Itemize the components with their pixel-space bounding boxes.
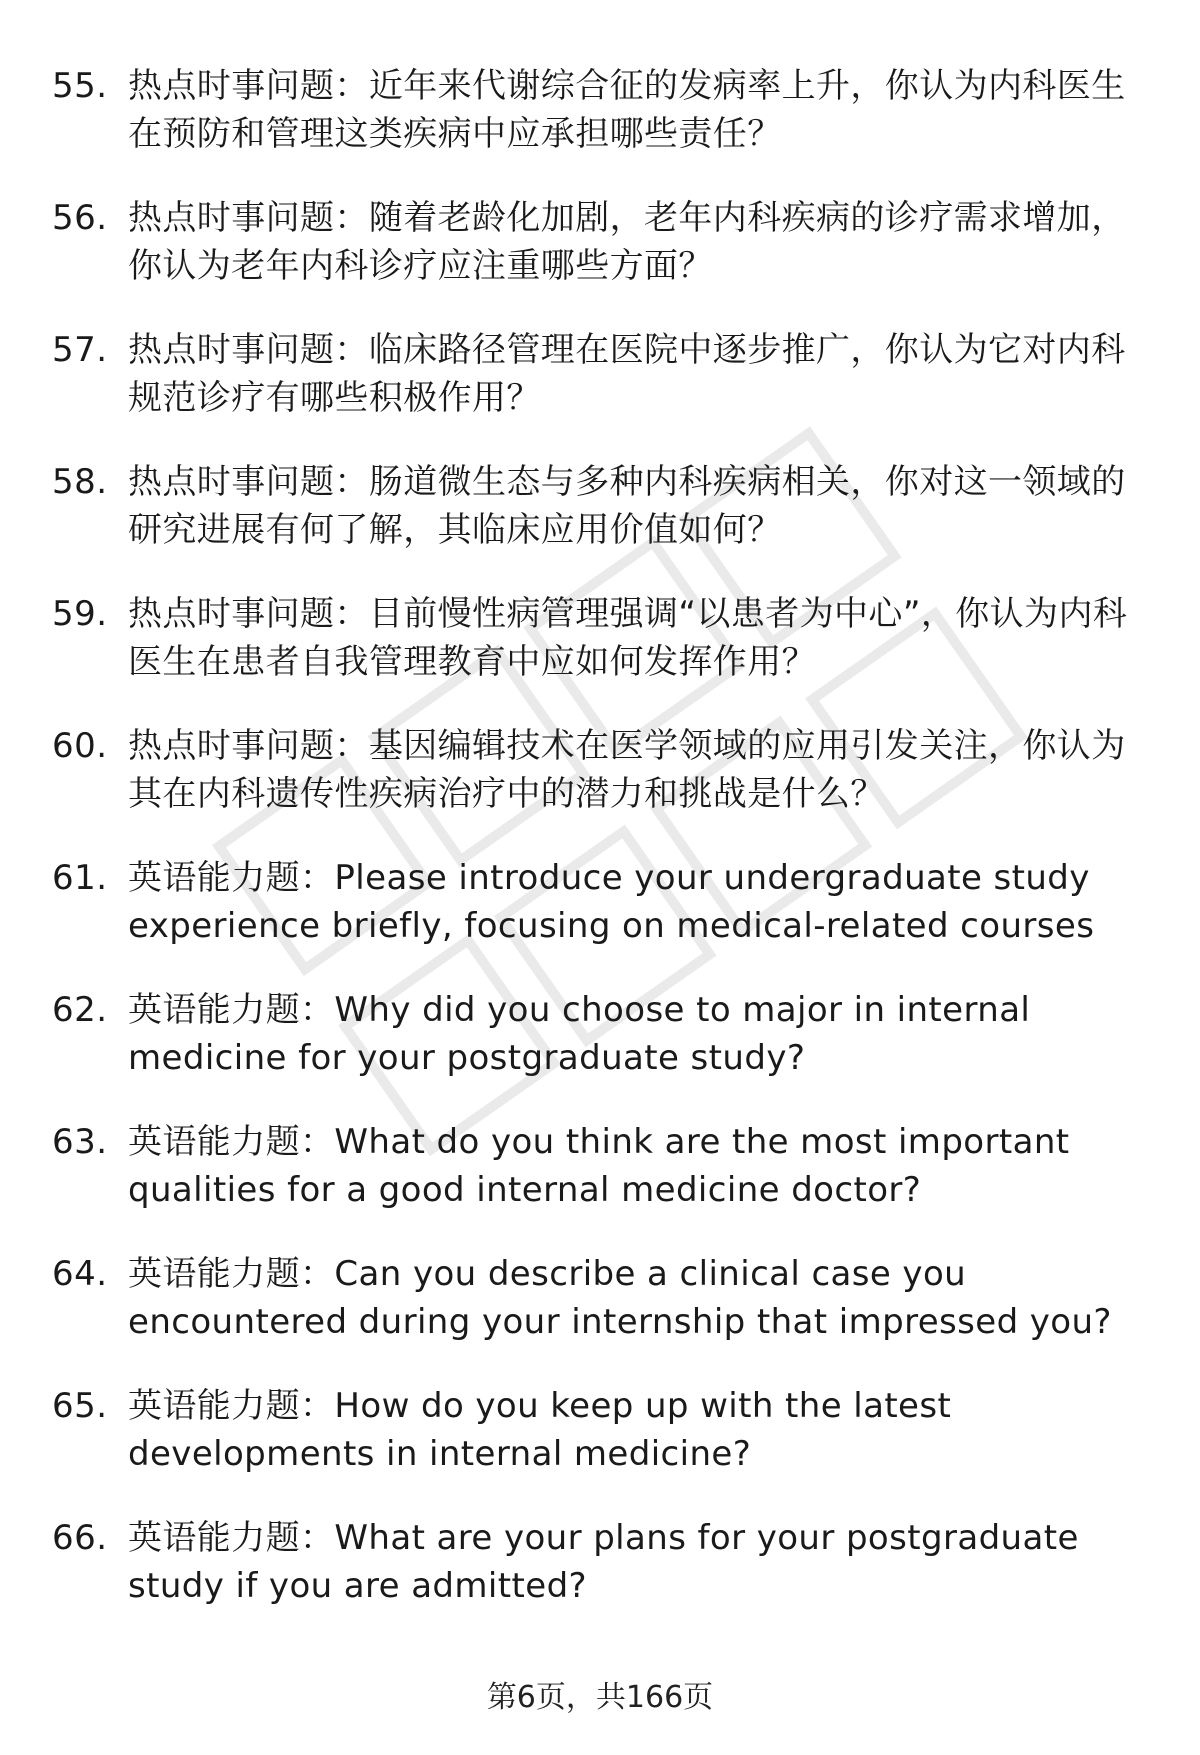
question-body: 近年来代谢综合征的发病率上升，你认为内科医生在预防和管理这类疾病中应承担哪些责任？: [128, 66, 1126, 154]
question-item: [52, 722, 1152, 854]
question-text: [128, 986, 1128, 1082]
question-item: [52, 1250, 1152, 1382]
question-text: [128, 1514, 1128, 1610]
question-number: 62.: [52, 990, 108, 1030]
question-number: 63.: [52, 1122, 108, 1162]
question-category: 英语能力题：: [128, 990, 335, 1030]
question-text: [128, 1250, 1128, 1346]
question-category: 热点时事问题：: [128, 66, 369, 106]
question-category: 热点时事问题：: [128, 726, 369, 766]
question-item: [52, 62, 1152, 194]
question-body: How do you keep up with the latest developments in internal medicine?: [128, 1386, 952, 1474]
question-body: 目前慢性病管理强调“以患者为中心”，你认为内科医生在患者自我管理教育中应如何发挥作用？: [128, 594, 1128, 682]
question-number: 60.: [52, 726, 108, 766]
question-number: 58.: [52, 462, 108, 502]
question-category: 英语能力题：: [128, 1122, 335, 1162]
question-item: [52, 986, 1152, 1118]
question-number: 61.: [52, 858, 108, 898]
question-list: [52, 62, 1152, 1646]
question-category: 热点时事问题：: [128, 462, 369, 502]
question-number: 66.: [52, 1518, 108, 1558]
question-category: 英语能力题：: [128, 1386, 335, 1426]
question-text: [128, 62, 1128, 158]
question-item: [52, 1118, 1152, 1250]
question-body: Why did you choose to major in internal medicine for your postgraduate study?: [128, 990, 1031, 1078]
question-item: [52, 854, 1152, 986]
question-item: [52, 1514, 1152, 1646]
question-body: Please introduce your undergraduate study experience briefly, focusing on medical-related courses: [128, 858, 1095, 946]
question-text: [128, 1118, 1128, 1214]
question-category: 热点时事问题：: [128, 594, 369, 634]
question-text: [128, 326, 1128, 422]
page-indicator: 第6页，共166页: [486, 1680, 714, 1715]
question-body: 基因编辑技术在医学领域的应用引发关注，你认为其在内科遗传性疾病治疗中的潜力和挑战是什么？: [128, 726, 1126, 814]
question-text: [128, 854, 1128, 950]
page-footer: [0, 1676, 1200, 1720]
question-category: 英语能力题：: [128, 1254, 335, 1294]
question-category: 热点时事问题：: [128, 330, 369, 370]
question-item: [52, 458, 1152, 590]
question-number: 56.: [52, 198, 108, 238]
question-item: [52, 1382, 1152, 1514]
question-category: 热点时事问题：: [128, 198, 369, 238]
question-text: [128, 194, 1128, 290]
question-category: 英语能力题：: [128, 1518, 335, 1558]
question-category: 英语能力题：: [128, 858, 335, 898]
question-text: [128, 590, 1128, 686]
question-number: 59.: [52, 594, 108, 634]
question-item: [52, 590, 1152, 722]
question-number: 64.: [52, 1254, 108, 1294]
question-body: 肠道微生态与多种内科疾病相关，你对这一领域的研究进展有何了解，其临床应用价值如何？: [128, 462, 1126, 550]
question-body: 临床路径管理在医院中逐步推广，你认为它对内科规范诊疗有哪些积极作用？: [128, 330, 1126, 418]
question-number: 57.: [52, 330, 108, 370]
question-number: 55.: [52, 66, 108, 106]
question-text: [128, 722, 1128, 818]
question-item: [52, 194, 1152, 326]
question-body: 随着老龄化加剧，老年内科疾病的诊疗需求增加，你认为老年内科诊疗应注重哪些方面？: [128, 198, 1126, 286]
question-item: [52, 326, 1152, 458]
question-body: Can you describe a clinical case you encountered during your internship that impressed you?: [128, 1254, 1112, 1342]
question-body: What do you think are the most important qualities for a good internal medicine doctor?: [128, 1122, 1070, 1210]
question-text: [128, 458, 1128, 554]
question-text: [128, 1382, 1128, 1478]
question-number: 65.: [52, 1386, 108, 1426]
question-body: What are your plans for your postgraduate study if you are admitted?: [128, 1518, 1079, 1606]
